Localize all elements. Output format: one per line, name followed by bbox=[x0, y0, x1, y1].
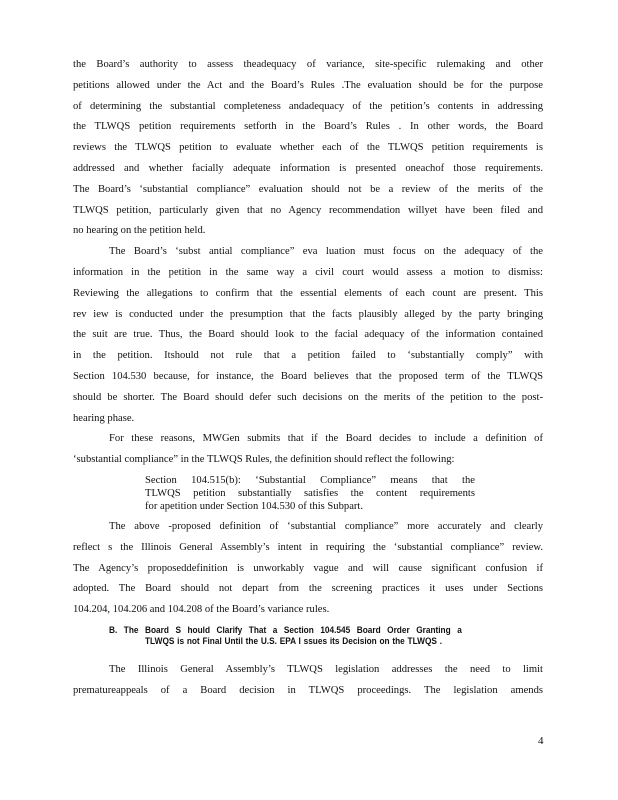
text-line: rev iew is conducted under the presumption that the facts plausibly alleged by the party bringing bbox=[73, 308, 543, 320]
text-line: no hearing on the petition held. bbox=[73, 225, 206, 237]
text-line: of determining the substantial completeness andadequacy of the petition’s contents in addressing bbox=[73, 100, 543, 112]
text-line: For these reasons, MWGen submits that if the Board decides to include a definition of bbox=[109, 433, 543, 445]
text-line: the Board’s authority to assess theadequacy of variance, site-specific rulemaking and other bbox=[73, 59, 543, 70]
definition-line: Section 104.515(b): ‘Substantial Compliance” means that the bbox=[145, 474, 475, 486]
text-line: 104.204, 104.206 and 104.208 of the Board’s variance rules. bbox=[73, 604, 330, 616]
text-line: The Board’s ‘subst antial compliance” eva luation must focus on the adequacy of the bbox=[109, 246, 543, 258]
text-line: the suit are true. Thus, the Board should look to the facial adequacy of the information contained bbox=[73, 329, 543, 341]
section-heading bbox=[73, 625, 543, 648]
paragraph-1 bbox=[73, 55, 543, 242]
text-line: should be shorter. The Board should defer such decisions on the merits of the petition to the post- bbox=[73, 391, 543, 403]
text-line: hearing phase. bbox=[73, 412, 135, 424]
heading-line: TLWQS is not Final Until the U.S. EPA I ssues its Decision on the TLWQS . bbox=[145, 636, 442, 647]
definition-block bbox=[73, 474, 543, 513]
text-line: The Illinois General Assembly’s TLWQS legislation addresses the need to limit bbox=[109, 663, 543, 675]
text-line: information in the petition in the same way a civil court would assess a motion to dismiss: bbox=[73, 266, 543, 278]
text-line: Section 104.530 because, for instance, the Board believes that the proposed term of the TLWQS bbox=[73, 370, 543, 382]
text-line: The Agency’s proposeddefinition is unworkably vague and will cause significant confusion if bbox=[73, 562, 543, 574]
paragraph-5 bbox=[73, 660, 543, 702]
text-line: The above -proposed definition of ‘substantial compliance” more accurately and clearly bbox=[109, 520, 543, 532]
text-line: petitions allowed under the Act and the Board’s Rules .The evaluation should be for the purpose bbox=[73, 79, 543, 91]
paragraph-3 bbox=[73, 429, 543, 471]
text-line: reflect s the Illinois General Assembly’s intent in requiring the ‘substantial compliance” review. bbox=[73, 541, 543, 553]
text-line: Reviewing the allegations to confirm that the essential elements of each count are present. This bbox=[73, 287, 543, 299]
document-body bbox=[73, 55, 543, 702]
text-line: addressed and whether facially adequate information is presented oneachof those requirements. bbox=[73, 162, 543, 174]
paragraph-2 bbox=[73, 242, 543, 429]
definition-line: for apetition under Section 104.530 of this Subpart. bbox=[145, 500, 364, 512]
text-line: the TLWQS petition requirements setforth in the Board’s Rules . In other words, the Board bbox=[73, 121, 543, 133]
text-line: reviews the TLWQS petition to evaluate whether each of the TLWQS petition requirements is bbox=[73, 142, 543, 154]
page-number: 4 bbox=[538, 735, 544, 747]
text-line: TLWQS petition, particularly given that no Agency recommendation willyet have been filed and bbox=[73, 204, 543, 216]
text-line: in the petition. Itshould not rule that a petition failed to ‘substantially comply” with bbox=[73, 350, 543, 362]
text-line: ‘substantial compliance” in the TLWQS Rules, the definition should reflect the following: bbox=[73, 454, 455, 466]
definition-line: TLWQS petition substantially satisfies the content requirements bbox=[145, 487, 475, 499]
text-line: prematureappeals of a Board decision in TLWQS proceedings. The legislation amends bbox=[73, 684, 543, 696]
paragraph-4 bbox=[73, 517, 543, 621]
text-line: The Board’s ‘substantial compliance” evaluation should not be a review of the merits of the bbox=[73, 183, 543, 195]
text-line: adopted. The Board should not depart from the screening practices it uses under Sections bbox=[73, 583, 543, 595]
heading-line: B. The Board S hould Clarify That a Section 104.545 Board Order Granting a bbox=[109, 624, 462, 635]
